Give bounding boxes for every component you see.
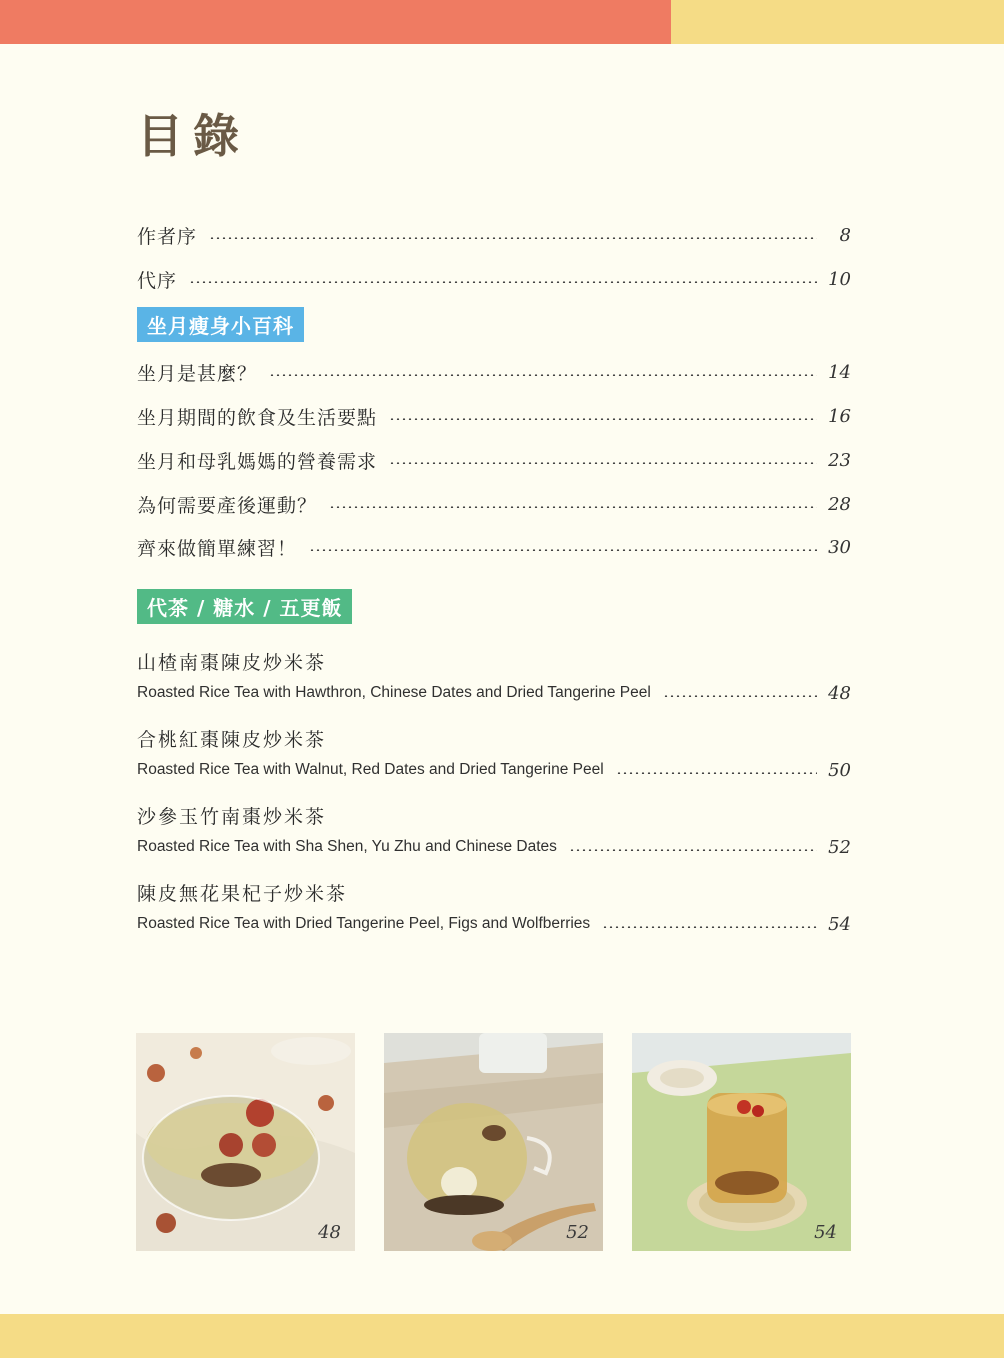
toc-page-number: 28 — [828, 493, 851, 515]
toc-entry-recipe[interactable] — [137, 755, 851, 785]
toc-entry-label: 代序 — [137, 269, 178, 292]
toc-page-number: 30 — [828, 536, 851, 558]
dot-leader — [389, 418, 817, 420]
toc-entry[interactable] — [137, 532, 851, 562]
recipe-title-zh: 陳皮無花果杞子炒米茶 — [137, 883, 348, 905]
toc-entry-label: 坐月期間的飲食及生活要點 — [137, 406, 378, 429]
toc-page-number: 48 — [828, 682, 851, 704]
dot-leader — [329, 506, 817, 508]
photo-page-number: 54 — [814, 1222, 837, 1243]
toc-entry-label-en: Roasted Rice Tea with Sha Shen, Yu Zhu and Chinese Dates — [137, 838, 557, 855]
toc-page-number: 50 — [828, 759, 851, 781]
dot-leader — [616, 772, 817, 774]
toc-entry-recipe[interactable] — [137, 832, 851, 862]
dot-leader — [389, 462, 817, 464]
toc-entry-label: 坐月是甚麼？ — [137, 362, 258, 385]
top-color-bar-right — [671, 0, 1004, 44]
recipe-title-zh: 沙參玉竹南棗炒米茶 — [137, 806, 327, 828]
photo-page-number: 48 — [318, 1222, 341, 1243]
toc-entry[interactable] — [137, 401, 851, 431]
section-header-postpartum-guide: 坐月瘦身小百科 — [137, 307, 304, 342]
toc-entry-author-preface[interactable] — [137, 220, 851, 250]
toc-entry-recipe[interactable] — [137, 909, 851, 939]
toc-entry-recipe[interactable] — [137, 678, 851, 708]
toc-entry-label: 齊來做簡單練習！ — [137, 537, 298, 560]
photo-page-number: 52 — [566, 1222, 589, 1243]
toc-page-number: 16 — [828, 405, 851, 427]
toc-entry[interactable] — [137, 489, 851, 519]
toc-entry[interactable] — [137, 357, 851, 387]
photo-illustration — [632, 1033, 851, 1251]
toc-entry[interactable] — [137, 445, 851, 475]
toc-page-number: 14 — [828, 361, 851, 383]
toc-page-number: 10 — [828, 268, 851, 290]
dot-leader — [189, 281, 817, 283]
recipe-title-zh: 山楂南棗陳皮炒米茶 — [137, 652, 327, 674]
dot-leader — [663, 695, 817, 697]
dot-leader — [602, 926, 817, 928]
dot-leader — [569, 849, 817, 851]
toc-page-number: 52 — [828, 836, 851, 858]
section-header-teas: 代茶 / 糖水 / 五更飯 — [137, 589, 352, 624]
toc-entry-label: 作者序 — [137, 225, 198, 248]
photo-illustration — [384, 1033, 603, 1251]
toc-entry-label-en: Roasted Rice Tea with Hawthron, Chinese Dates and Dried Tangerine Peel — [137, 684, 651, 701]
recipe-title-zh: 合桃紅棗陳皮炒米茶 — [137, 729, 327, 751]
toc-page-number: 8 — [839, 224, 851, 246]
top-color-bar-left — [0, 0, 671, 44]
photo-fig-wolfberry-tea — [632, 1033, 851, 1251]
photo-shashen-tea — [384, 1033, 603, 1251]
toc-entry-label-en: Roasted Rice Tea with Dried Tangerine Peel, Figs and Wolfberries — [137, 915, 591, 932]
toc-page-number: 54 — [828, 913, 851, 935]
page-title: 目錄 — [137, 109, 249, 163]
photo-illustration — [136, 1033, 355, 1251]
toc-page-number: 23 — [828, 449, 851, 471]
dot-leader — [269, 374, 817, 376]
toc-entry-preface[interactable] — [137, 264, 851, 294]
toc-entry-label: 為何需要產後運動？ — [137, 494, 318, 517]
dot-leader — [309, 549, 817, 551]
dot-leader — [209, 237, 817, 239]
toc-entry-label: 坐月和母乳媽媽的營養需求 — [137, 450, 378, 473]
bottom-color-bar — [0, 1314, 1004, 1358]
toc-entry-label-en: Roasted Rice Tea with Walnut, Red Dates and Dried Tangerine Peel — [137, 761, 604, 778]
photo-hawthorn-tea — [136, 1033, 355, 1251]
